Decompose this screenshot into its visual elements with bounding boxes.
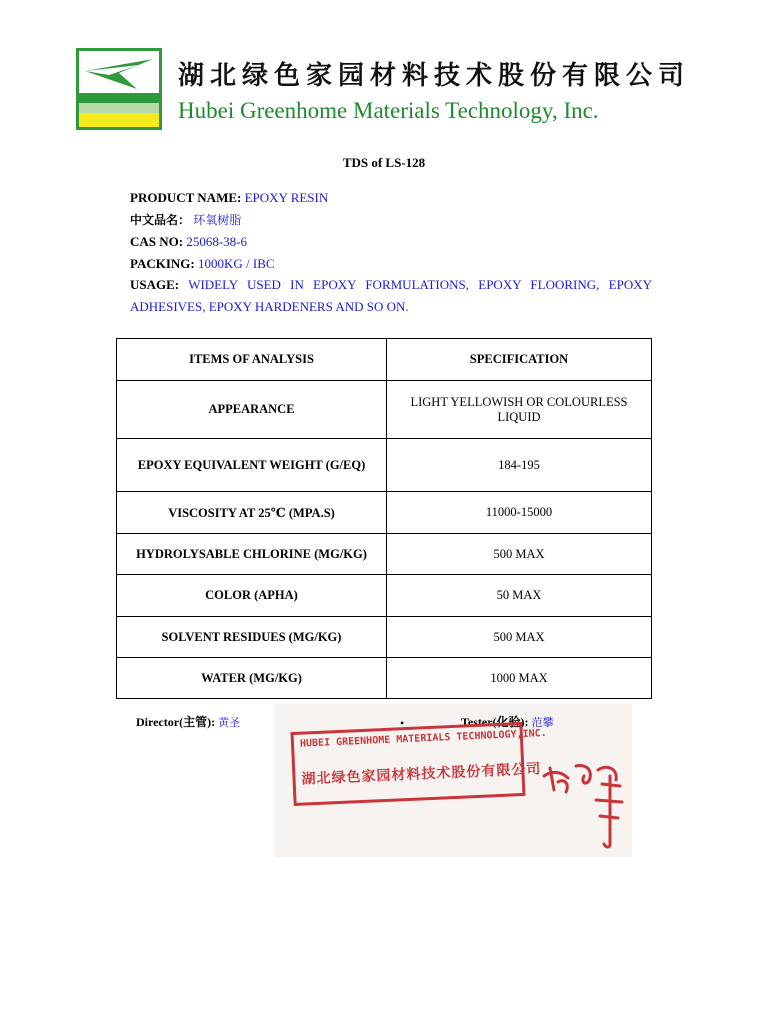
specification-table xyxy=(116,338,652,699)
cas-line xyxy=(130,234,652,250)
spec-cell: LIGHT YELLOWISH OR COLOURLESS LIQUID xyxy=(387,381,652,439)
company-logo xyxy=(76,48,162,130)
product-cn-label: 中文品名： xyxy=(130,213,191,227)
item-cell: EPOXY EQUIVALENT WEIGHT (G/EQ) xyxy=(117,439,387,492)
product-cn-value: 环氧树脂 xyxy=(193,213,242,227)
table-row xyxy=(117,381,652,439)
product-name-label: PRODUCT NAME: xyxy=(130,190,242,205)
stamp-line-cn: 湖北绿色家园材料技术股份有限公司 xyxy=(301,761,542,788)
header-items-of-analysis: ITEMS OF ANALYSIS xyxy=(117,339,387,381)
usage-label: USAGE: xyxy=(130,277,180,292)
usage-paragraph xyxy=(130,274,652,318)
director-signature xyxy=(136,713,240,730)
table-row xyxy=(117,439,652,492)
item-cell: APPEARANCE xyxy=(117,381,387,439)
product-cn-line xyxy=(130,212,652,228)
spec-cell: 500 MAX xyxy=(387,534,652,575)
table-row xyxy=(117,492,652,534)
item-cell: VISCOSITY AT 25℃ (MPA.S) xyxy=(117,492,387,534)
packing-label: PACKING: xyxy=(130,256,195,271)
document-title: TDS of LS-128 xyxy=(342,155,426,170)
product-name-line xyxy=(130,190,652,206)
greenhome-logo-icon xyxy=(79,51,159,127)
handwritten-signature xyxy=(540,756,630,851)
packing-line xyxy=(130,256,652,272)
tester-label: Tester(化验): xyxy=(461,715,529,729)
table-header-row xyxy=(117,339,652,381)
stamp-line-en: HUBEI GREENHOME MATERIALS TECHNOLOGY,INC. xyxy=(299,727,547,750)
director-value: 黄圣 xyxy=(218,716,241,729)
item-cell: WATER (MG/KG) xyxy=(117,658,387,699)
item-cell: HYDROLYSABLE CHLORINE (MG/KG) xyxy=(117,534,387,575)
director-label: Director(主管): xyxy=(136,715,216,729)
table-row xyxy=(117,658,652,699)
tester-value: 范攀 xyxy=(531,716,554,729)
table-row xyxy=(117,617,652,658)
packing-value: 1000KG / IBC xyxy=(198,256,275,271)
table-row xyxy=(117,534,652,575)
separator-dot: • xyxy=(400,716,405,730)
item-cell: COLOR (APHA) xyxy=(117,575,387,617)
table-row xyxy=(117,575,652,617)
cas-value: 25068-38-6 xyxy=(186,234,248,249)
spec-cell: 50 MAX xyxy=(387,575,652,617)
company-name-cn: 湖北绿色家园材料技术股份有限公司 xyxy=(178,61,691,91)
item-cell: SOLVENT RESIDUES (MG/KG) xyxy=(117,617,387,658)
product-name-value: EPOXY RESIN xyxy=(244,190,329,205)
spec-cell: 1000 MAX xyxy=(387,658,652,699)
spec-cell: 184-195 xyxy=(387,439,652,492)
header-specification: SPECIFICATION xyxy=(387,339,652,381)
spec-cell: 11000-15000 xyxy=(387,492,652,534)
cas-label: CAS NO: xyxy=(130,234,184,249)
company-name-en: Hubei Greenhome Materials Technology, Inc. xyxy=(178,98,599,123)
spec-cell: 500 MAX xyxy=(387,617,652,658)
usage-value: WIDELY USED IN EPOXY FORMULATIONS, EPOXY FLOORING, EPOXY ADHESIVES, EPOXY HARDENERS AND SO ON. xyxy=(130,277,653,314)
